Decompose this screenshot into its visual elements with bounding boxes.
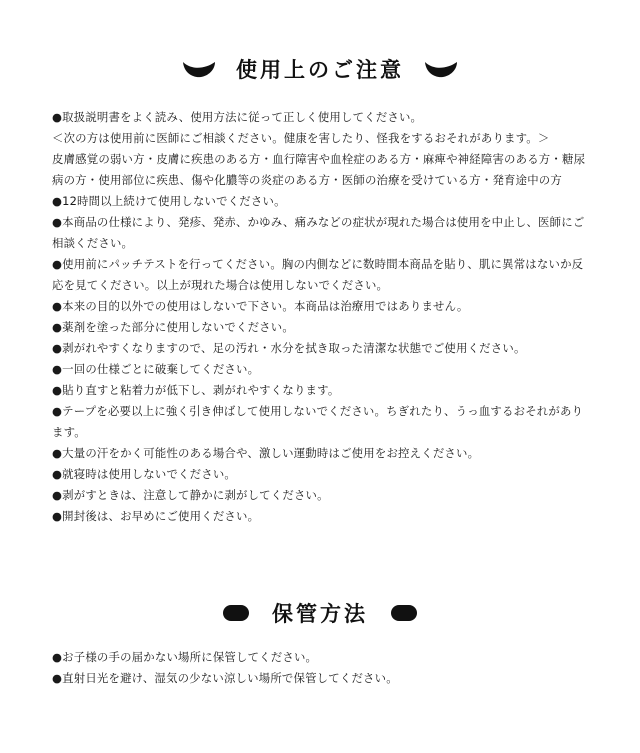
caution-list bbox=[52, 107, 592, 527]
caution-item: ●就寝時は使用しないでください。 bbox=[52, 467, 236, 481]
caution-item: ●本商品の仕様により、発疹、発赤、かゆみ、痛みなどの症状が現れた場合は使用を中止し、医師にご相談ください。 bbox=[52, 215, 585, 250]
caution-item: ●剥がれやすくなりますので、足の汚れ・水分を拭き取った清潔な状態でご使用ください。 bbox=[52, 341, 526, 355]
caution-item: 皮膚感覚の弱い方・皮膚に疾患のある方・血行障害や血栓症のある方・麻痺や神経障害のある方・糖尿病の方・使用部位に疾患、傷や化膿等の炎症のある方・医師の治療を受けている方・発育途中の方 bbox=[52, 152, 586, 187]
pill-decoration-icon bbox=[222, 604, 250, 622]
caution-item: ●テープを必要以上に強く引き伸ばして使用しないでください。ちぎれたり、うっ血するおそれがあります。 bbox=[52, 404, 584, 439]
caution-item: ●貼り直すと粘着力が低下し、剥がれやすくなります。 bbox=[52, 383, 340, 397]
caution-item: ●一回の仕様ごとに破棄してください。 bbox=[52, 362, 260, 376]
crescent-decoration-icon bbox=[182, 59, 216, 79]
caution-item: ●本来の目的以外での使用はしないで下さい。本商品は治療用ではありません。 bbox=[52, 299, 469, 313]
storage-heading bbox=[0, 594, 640, 632]
storage-item: ●お子様の手の届かない場所に保管してください。 bbox=[52, 650, 318, 664]
caution-item: ●12時間以上続けて使用しないでください。 bbox=[52, 194, 286, 208]
crescent-decoration-icon bbox=[424, 59, 458, 79]
caution-item: ●使用前にパッチテストを行ってください。胸の内側などに数時間本商品を貼り、肌に異常はないか反応を見てください。以上が現れた場合は使用しないでください。 bbox=[52, 257, 584, 292]
caution-item: ●開封後は、お早めにご使用ください。 bbox=[52, 509, 260, 523]
pill-decoration-icon bbox=[390, 604, 418, 622]
caution-item: ●取扱説明書をよく読み、使用方法に従って正しく使用してください。 bbox=[52, 110, 423, 124]
caution-item: ●剥がすときは、注意して静かに剥がしてください。 bbox=[52, 488, 329, 502]
storage-list bbox=[52, 647, 592, 689]
caution-heading bbox=[0, 50, 640, 88]
storage-item: ●直射日光を避け、湿気の少ない涼しい場所で保管してください。 bbox=[52, 671, 398, 685]
caution-item: ＜次の方は使用前に医師にご相談ください。健康を害したり、怪我をするおそれがあります。＞ bbox=[52, 131, 550, 145]
caution-item: ●薬剤を塗った部分に使用しないでください。 bbox=[52, 320, 294, 334]
caution-item: ●大量の汗をかく可能性のある場合や、激しい運動時はご使用をお控えください。 bbox=[52, 446, 480, 460]
storage-title: 保管方法 bbox=[272, 602, 368, 626]
caution-title: 使用上のご注意 bbox=[236, 58, 404, 82]
